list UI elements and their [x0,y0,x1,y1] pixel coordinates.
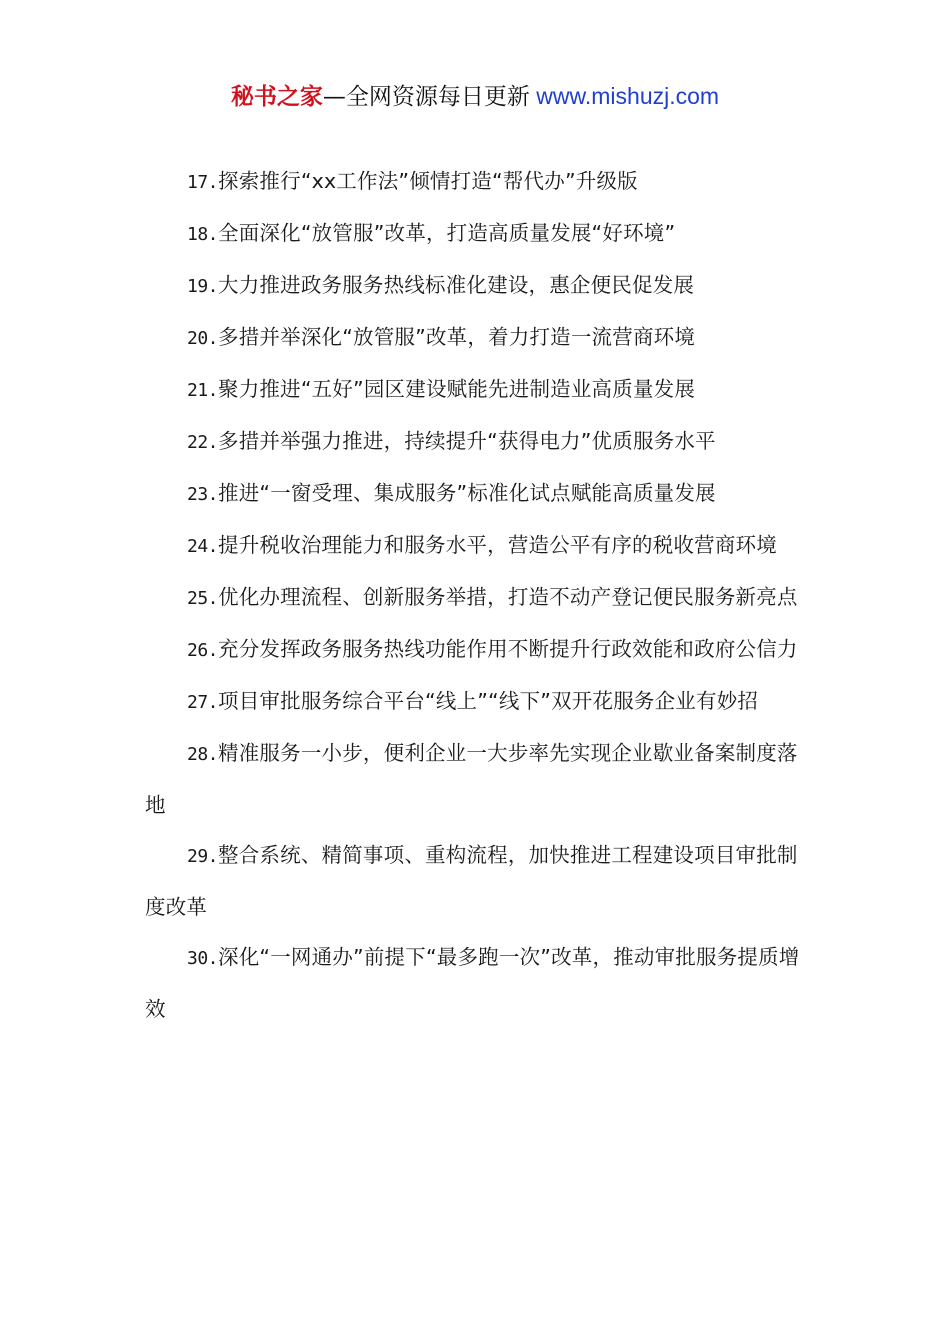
brand-name: 秘书之家 [230,84,323,110]
list-item [145,728,807,830]
list-item [145,520,807,572]
item-text: 探索推行“xx工作法”倾情打造“帮代办”升级版 [218,169,638,193]
item-text: 充分发挥政务服务热线功能作用不断提升行政效能和政府公信力 [218,637,798,661]
item-text: 深化“一网通办”前提下“最多跑一次”改革，推动审批服务提质增效 [145,945,800,1021]
list-item [145,572,807,624]
item-text: 全面深化“放管服”改革，打造高质量发展“好环境” [218,221,676,245]
item-text: 优化办理流程、创新服务举措，打造不动产登记便民服务新亮点 [218,585,798,609]
item-number: 25. [187,588,219,609]
site-url-link[interactable]: www.mishuzj.com [529,83,720,109]
item-text: 项目审批服务综合平台“线上”“线下”双开花服务企业有妙招 [218,689,759,713]
item-number: 21. [187,380,219,401]
item-number: 23. [187,484,219,505]
item-text: 聚力推进“五好”园区建设赋能先进制造业高质量发展 [218,377,696,401]
item-number: 28. [187,744,219,765]
item-number: 22. [187,432,219,453]
item-number: 29. [187,846,219,867]
list-item [145,468,807,520]
item-number: 30. [187,948,219,969]
item-number: 24. [187,536,219,557]
list-item [145,312,807,364]
item-number: 19. [187,276,219,297]
list-item [145,624,807,676]
item-text: 多措并举深化“放管服”改革，着力打造一流营商环境 [218,325,696,349]
list-item [145,364,807,416]
list-item [145,932,807,1034]
title-list [145,156,807,1034]
item-number: 27. [187,692,219,713]
header-slogan: —全网资源每日更新 [322,84,530,110]
page-header [0,80,950,113]
list-item [145,830,807,932]
list-item [145,676,807,728]
list-item [145,260,807,312]
list-item [145,416,807,468]
item-number: 26. [187,640,219,661]
item-text: 大力推进政务服务热线标准化建设，惠企便民促发展 [218,273,695,297]
item-number: 18. [187,224,219,245]
item-text: 推进“一窗受理、集成服务”标准化试点赋能高质量发展 [218,481,716,505]
list-item [145,156,807,208]
item-text: 多措并举强力推进，持续提升“获得电力”优质服务水平 [218,429,716,453]
item-text: 精准服务一小步，便利企业一大步率先实现企业歇业备案制度落地 [145,741,798,817]
item-text: 提升税收治理能力和服务水平，营造公平有序的税收营商环境 [218,533,777,557]
list-item [145,208,807,260]
item-number: 17. [187,172,219,193]
item-number: 20. [187,328,219,349]
item-text: 整合系统、精简事项、重构流程，加快推进工程建设项目审批制度改革 [145,843,798,919]
